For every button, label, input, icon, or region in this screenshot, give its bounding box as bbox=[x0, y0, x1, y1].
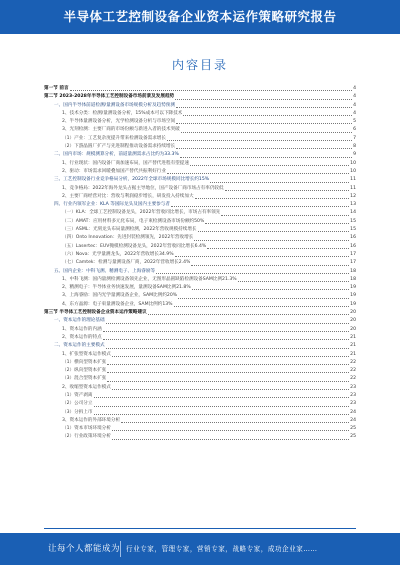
toc-entry[interactable] bbox=[44, 425, 356, 433]
toc-entry-page: 4 bbox=[353, 94, 356, 100]
toc-leader-dots bbox=[94, 397, 350, 398]
toc-entry[interactable] bbox=[44, 301, 356, 309]
toc-entry-label: （六）Nova：光学量测龙头，2022年营收增长34.9% bbox=[62, 251, 174, 257]
toc-entry-page: 23 bbox=[350, 384, 356, 390]
toc-leader-dots bbox=[181, 132, 352, 133]
toc-entry-label: 1、扩张型资本运作模式 bbox=[62, 351, 111, 357]
toc-entry[interactable] bbox=[44, 276, 356, 284]
toc-entry-label: 第二节 2023-2028年半导体工艺控制设备市场前景及发展趋势 bbox=[44, 94, 175, 100]
toc-entry[interactable] bbox=[44, 268, 356, 276]
toc-entry-page: 18 bbox=[350, 268, 356, 274]
toc-leader-dots bbox=[148, 314, 349, 315]
toc-entry-page: 20 bbox=[350, 326, 356, 332]
toc-leader-dots bbox=[190, 165, 349, 166]
toc-entry-page: 9 bbox=[353, 152, 356, 158]
toc-entry[interactable] bbox=[44, 85, 356, 93]
toc-entry[interactable] bbox=[44, 93, 356, 101]
toc-leader-dots bbox=[103, 339, 349, 340]
toc-entry-page: 24 bbox=[350, 409, 356, 415]
toc-leader-dots bbox=[238, 281, 350, 282]
toc-entry-label: 3、资本运作的外部环境分析 bbox=[62, 417, 121, 423]
toc-leader-dots bbox=[176, 123, 352, 124]
toc-leader-dots bbox=[195, 198, 350, 199]
toc-entry-page: 17 bbox=[350, 260, 356, 266]
toc-entry-label: （二）AMAT：应用材料多元化布局，电子束检测设备市场份额约50% bbox=[62, 218, 205, 224]
toc-heading: 内容目录 bbox=[171, 58, 228, 72]
footer-divider bbox=[44, 528, 356, 529]
toc-leader-dots bbox=[175, 99, 352, 100]
toc-entry-label: 1、技术分类：检测/量测设备分析，15%成本可以下降技术 bbox=[62, 110, 183, 116]
toc-entry-label: 三、工艺控制设备行业竞争格局分析，2022年全球市场规模同比增长约15% bbox=[54, 177, 210, 183]
toc-entry[interactable] bbox=[44, 226, 356, 234]
toc-entry-page: 5 bbox=[353, 119, 356, 125]
toc-entry[interactable] bbox=[44, 292, 356, 300]
toc-entry[interactable] bbox=[44, 118, 356, 126]
toc-entry-page: 22 bbox=[350, 376, 356, 382]
toc-leader-dots bbox=[103, 331, 349, 332]
toc-entry-page: 11 bbox=[350, 177, 356, 183]
footer-separator bbox=[120, 541, 121, 557]
toc-entry-page: 6 bbox=[353, 127, 356, 133]
toc-entry-label: （一）KLA：全球工艺控制设备龙头，2022年营收同比增长，市场占有率领先 bbox=[62, 210, 221, 216]
toc-entry-label: （四）Onto Innovation：先进封装检测领先，2022年营收增长 bbox=[62, 235, 194, 241]
toc-entry-label: （五）Lasertec：EUV掩模检测设备龙头，2022年营收同比增长6.4% bbox=[62, 243, 207, 249]
toc-entry-label: 2、精测电子：半导体业务快速发展，量测设备SAM比例21.8% bbox=[62, 285, 191, 291]
toc-leader-dots bbox=[167, 173, 349, 174]
toc-entry-label: （七）Camtek：检测与量测设备厂商，2022年营收增长2.4% bbox=[62, 260, 191, 266]
toc-entry-page: 14 bbox=[350, 210, 356, 216]
toc-entry-page: 19 bbox=[350, 301, 356, 307]
toc-entry-label: （2）公司分立 bbox=[62, 401, 93, 407]
toc-entry[interactable] bbox=[44, 102, 356, 110]
toc-entry-page: 20 bbox=[350, 318, 356, 324]
toc-entry[interactable] bbox=[44, 151, 356, 159]
toc-entry[interactable] bbox=[44, 251, 356, 259]
toc-leader-dots bbox=[112, 356, 349, 357]
toc-leader-dots bbox=[70, 90, 352, 91]
toc-leader-dots bbox=[205, 223, 349, 224]
toc-entry-label: 二、资本运作的主要模式 bbox=[54, 343, 105, 349]
toc-entry-label: 一、国内半导体前道检测/量测设备市场规模分析及趋势预测 bbox=[54, 102, 175, 108]
toc-entry[interactable] bbox=[44, 326, 356, 334]
toc-entry[interactable] bbox=[44, 433, 356, 441]
toc-entry[interactable] bbox=[44, 359, 356, 367]
toc-entry[interactable] bbox=[44, 392, 356, 400]
toc-leader-dots bbox=[106, 348, 350, 349]
toc-entry[interactable] bbox=[44, 143, 356, 151]
toc-entry[interactable] bbox=[44, 135, 356, 143]
toc-entry[interactable] bbox=[44, 259, 356, 267]
footer-tagline: 行业专家，管理专家，营销专家，战略专家，成功企业家…… bbox=[126, 545, 318, 553]
toc-leader-dots bbox=[194, 240, 349, 241]
toc-entry-label: 1、行业现状：国内设备厂商加速布局，国产替代进程有望提速 bbox=[62, 160, 189, 166]
toc-entry-label: 五、国内企业：中科飞测、精测电子、上海睿励等 bbox=[54, 268, 156, 274]
toc-entry[interactable] bbox=[44, 168, 356, 176]
toc-leader-dots bbox=[107, 364, 349, 365]
toc-entry-page: 20 bbox=[350, 310, 356, 316]
toc-entry-label: 1、资本运作的内涵 bbox=[62, 326, 102, 332]
toc-leader-dots bbox=[175, 256, 350, 257]
toc-entry-page: 4 bbox=[353, 102, 356, 108]
toc-entry-page: 18 bbox=[350, 276, 356, 282]
toc-entry-label: （三）ASML：光刻龙头布局量测检测，2022年营收规模持续增长 bbox=[62, 227, 197, 233]
toc-entry-label: 1、中科飞测：国内量测检测设备领先企业，无图形晶圆缺陷检测设备SAM比例21.3% bbox=[62, 276, 237, 282]
toc-entry[interactable] bbox=[44, 334, 356, 342]
toc-entry[interactable] bbox=[44, 284, 356, 292]
toc-entry-label: 1、竞争格局：2022年海外龙头占据主导地位，国产设备厂商市场占有率仍较低 bbox=[62, 185, 224, 191]
toc-leader-dots bbox=[167, 140, 352, 141]
toc-leader-dots bbox=[171, 206, 349, 207]
toc-leader-dots bbox=[207, 248, 349, 249]
toc-leader-dots bbox=[183, 115, 352, 116]
toc-entry-label: 2、半导体量测设备分析，光学检测设备分析与市场空间 bbox=[62, 119, 176, 125]
toc-entry-label: 2、资本运作的特点 bbox=[62, 334, 102, 340]
toc-entry[interactable] bbox=[44, 400, 356, 408]
toc-entry-label: 3、光刻检测：主要厂商的市场份额与新进入者的技术突破 bbox=[62, 127, 180, 133]
toc-entry[interactable] bbox=[44, 160, 356, 168]
toc-entry-label: 2、收缩型资本运作模式 bbox=[62, 384, 111, 390]
toc-leader-dots bbox=[156, 273, 349, 274]
toc-entry-page: 19 bbox=[350, 285, 356, 291]
toc-entry-page: 22 bbox=[350, 359, 356, 365]
toc-entry-label: （1）资产剥离 bbox=[62, 392, 93, 398]
toc-entry-page: 15 bbox=[350, 227, 356, 233]
table-of-contents bbox=[44, 85, 356, 442]
toc-entry-page: 23 bbox=[350, 401, 356, 407]
toc-leader-dots bbox=[210, 182, 349, 183]
toc-entry[interactable] bbox=[44, 417, 356, 425]
toc-leader-dots bbox=[178, 298, 349, 299]
toc-entry-page: 7 bbox=[353, 135, 356, 141]
header-bar bbox=[0, 0, 400, 34]
toc-entry-label: （3）混合型资本扩张 bbox=[62, 376, 107, 382]
toc-leader-dots bbox=[112, 439, 349, 440]
toc-leader-dots bbox=[191, 265, 349, 266]
toc-entry-label: （1）横向型资本扩张 bbox=[62, 359, 107, 365]
toc-entry-page: 21 bbox=[350, 334, 356, 340]
toc-entry[interactable] bbox=[44, 193, 356, 201]
toc-entry[interactable] bbox=[44, 176, 356, 184]
toc-leader-dots bbox=[94, 406, 350, 407]
toc-entry-page: 10 bbox=[350, 168, 356, 174]
toc-entry-page: 21 bbox=[350, 351, 356, 357]
toc-leader-dots bbox=[198, 231, 350, 232]
toc-entry[interactable] bbox=[44, 384, 356, 392]
toc-entry-page: 4 bbox=[353, 86, 356, 91]
toc-leader-dots bbox=[225, 190, 350, 191]
toc-leader-dots bbox=[112, 430, 349, 431]
toc-entry-label: 3、上海睿励：国内光学量测设备企业，SAM比例约20% bbox=[62, 293, 178, 299]
toc-entry[interactable] bbox=[44, 367, 356, 375]
toc-entry-page: 13 bbox=[350, 202, 356, 208]
toc-entry-label: （3）分拆上市 bbox=[62, 409, 93, 415]
footer-bar bbox=[0, 533, 400, 565]
toc-entry-page: 11 bbox=[350, 185, 356, 191]
toc-entry[interactable] bbox=[44, 234, 356, 242]
toc-entry-label: 四、行业内领军企业：KLA 等国际龙头及国内主要参与者 bbox=[54, 202, 170, 208]
toc-entry-label: 二、国内市场：规模测算分析，前道量测需求占比约为33.3% bbox=[54, 152, 179, 158]
toc-entry-page: 10 bbox=[350, 160, 356, 166]
toc-entry[interactable] bbox=[44, 209, 356, 217]
report-title: 半导体工艺控制设备企业资本运作策略研究报告 bbox=[63, 9, 337, 24]
toc-entry-page: 16 bbox=[350, 235, 356, 241]
toc-entry[interactable] bbox=[44, 126, 356, 134]
toc-entry-label: 第一节 前言 bbox=[44, 86, 69, 91]
toc-leader-dots bbox=[192, 289, 349, 290]
toc-entry-label: （2）纵向型资本扩张 bbox=[62, 368, 107, 374]
toc-entry-label: （1）产业：工艺复杂度提升带来检测设备需求增长 bbox=[62, 135, 166, 141]
toc-entry-page: 16 bbox=[350, 243, 356, 249]
toc-leader-dots bbox=[180, 157, 352, 158]
toc-entry-page: 4 bbox=[353, 110, 356, 116]
toc-entry-page: 21 bbox=[350, 343, 356, 349]
toc-entry-label: 4、东方晶源：电子束量测设备企业，SAM比例约13% bbox=[62, 301, 173, 307]
toc-entry-page: 8 bbox=[353, 144, 356, 150]
toc-entry-page: 22 bbox=[350, 368, 356, 374]
toc-entry-label: 第三节 半导体工艺控制设备企业资本运作策略建议 bbox=[44, 310, 147, 316]
toc-entry-page: 17 bbox=[350, 251, 356, 257]
toc-entry-label: （1）资本市场环境分析 bbox=[62, 426, 111, 432]
toc-entry[interactable] bbox=[44, 110, 356, 118]
toc-entry[interactable] bbox=[44, 185, 356, 193]
toc-entry-label: 2、驱动：市场需求回暖叠加国产替代共振利好行业 bbox=[62, 168, 166, 174]
toc-leader-dots bbox=[107, 372, 349, 373]
toc-entry[interactable] bbox=[44, 375, 356, 383]
toc-entry-page: 12 bbox=[350, 193, 356, 199]
toc-entry[interactable] bbox=[44, 351, 356, 359]
toc-leader-dots bbox=[174, 306, 350, 307]
toc-entry-label: 2、主要厂商经营对比：营收与利润稳步增长，研发投入持续加大 bbox=[62, 193, 194, 199]
toc-leader-dots bbox=[176, 148, 352, 149]
toc-entry[interactable] bbox=[44, 317, 356, 325]
toc-entry-page: 15 bbox=[350, 218, 356, 224]
toc-entry-page: 24 bbox=[350, 417, 356, 423]
toc-entry-label: 一、资本运作的理论基础 bbox=[54, 318, 105, 324]
toc-leader-dots bbox=[107, 381, 349, 382]
toc-leader-dots bbox=[121, 422, 349, 423]
toc-leader-dots bbox=[112, 389, 349, 390]
footer-slogan: 让每个人都能成为 bbox=[48, 544, 121, 554]
toc-entry-page: 19 bbox=[350, 293, 356, 299]
toc-entry-label: （2）行业政策环境分析 bbox=[62, 434, 111, 440]
toc-leader-dots bbox=[94, 414, 350, 415]
toc-entry[interactable] bbox=[44, 201, 356, 209]
toc-entry[interactable] bbox=[44, 342, 356, 350]
toc-entry[interactable] bbox=[44, 309, 356, 317]
toc-entry-page: 25 bbox=[350, 426, 356, 432]
toc-leader-dots bbox=[221, 215, 349, 216]
toc-entry-page: 25 bbox=[350, 434, 356, 440]
toc-entry-label: （2）下游晶圆厂扩产与先进制程推动设备需求持续增长 bbox=[62, 144, 176, 150]
toc-leader-dots bbox=[176, 107, 352, 108]
toc-entry[interactable] bbox=[44, 243, 356, 251]
toc-entry[interactable] bbox=[44, 218, 356, 226]
toc-leader-dots bbox=[106, 323, 350, 324]
toc-entry[interactable] bbox=[44, 409, 356, 417]
toc-entry-page: 23 bbox=[350, 392, 356, 398]
